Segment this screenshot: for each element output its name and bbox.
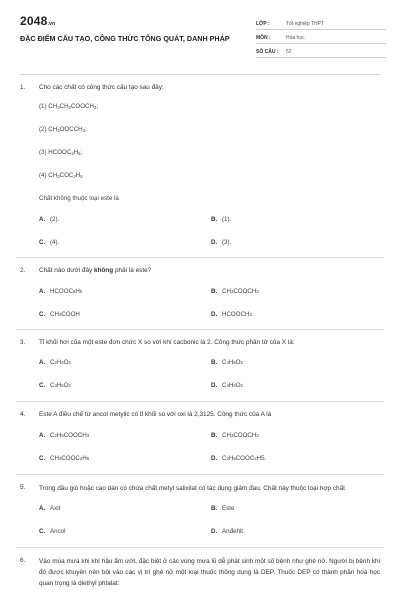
question-3 xyxy=(20,338,380,391)
question-number: 3. xyxy=(20,339,26,346)
question-ask: Chất không thuộc loại este là xyxy=(39,195,119,202)
option-c[interactable]: C. CH 3 COOC 2 H 5 xyxy=(39,455,90,462)
structure-line-4: (4) $CH_3COC_2H_5$ xyxy=(39,172,83,179)
page-header xyxy=(20,14,385,74)
question-number: 2. xyxy=(20,267,26,274)
meta-value: Tốt nghiệp THPT xyxy=(286,21,324,27)
meta-row-class xyxy=(256,16,386,30)
question-1 xyxy=(20,83,380,248)
option-c[interactable]: C. CH 3 COOH xyxy=(39,311,80,318)
question-divider xyxy=(16,329,384,330)
question-divider xyxy=(16,401,384,402)
answer-options xyxy=(39,215,380,248)
question-text: Vào mùa mưa khi khí hậu ẩm ướt, đặc biệt ở các vùng mưa lũ dễ phát sinh một số bệnh như ghẻ nở. Người bị bệnh khi đó được khuyên nên bôi vào các vị trí ghẻ nở một loại thuốc thông dụng là DEP. Thuốc DEP có thành phần hoá học quan trọng là diethyl phtalat: xyxy=(39,558,380,587)
option-b[interactable]: B. C 4 H 8 O 2 xyxy=(211,359,243,366)
option-b[interactable]: B. CH 3 COOCH 3 xyxy=(211,432,259,439)
question-4 xyxy=(20,410,380,464)
option-a[interactable]: A. HCOOC 6 H 5 xyxy=(39,288,83,295)
document-title: ĐẶC ĐIỂM CẤU TẠO, CÔNG THỨC TỔNG QUÁT, DANH PHÁP xyxy=(20,34,230,43)
option-a[interactable]: A. (2). xyxy=(39,216,60,223)
logo-main: 2048 xyxy=(20,14,48,28)
question-divider xyxy=(16,547,384,548)
question-2 xyxy=(20,266,380,320)
question-5 xyxy=(20,483,380,537)
meta-row-subject xyxy=(256,30,386,44)
meta-row-count xyxy=(256,44,386,58)
question-text: Chất nào dưới đây không phải là este? xyxy=(39,267,152,274)
question-text: Este A điều chế từ ancol metylic có tỉ khối so với oxi là 2,3125. Công thức của A là xyxy=(39,411,272,418)
option-d[interactable]: D. Anđehit. xyxy=(211,528,245,535)
option-b[interactable]: B. CH 3 COOCH 3 xyxy=(211,288,259,295)
question-number: 5. xyxy=(20,484,26,491)
question-list xyxy=(20,82,380,589)
question-number: 6. xyxy=(20,557,26,564)
option-c[interactable]: C. (4). xyxy=(39,239,60,246)
meta-value: Hóa học xyxy=(286,35,305,41)
meta-value: 52 xyxy=(286,49,292,55)
option-a[interactable]: A. Axit xyxy=(39,505,61,512)
option-c[interactable]: C. Ancol xyxy=(39,528,66,535)
question-divider xyxy=(16,474,384,475)
question-number: 4. xyxy=(20,411,26,418)
structure-line-3: (3) $HCOOC_2H_5$; xyxy=(39,149,83,156)
option-b[interactable]: B. Este xyxy=(211,505,235,512)
option-d[interactable]: D. C 2 H 5 COOC 2 H5. xyxy=(211,455,267,462)
question-text: Cho các chất có công thức cấu tạo sau đây: xyxy=(39,84,164,91)
option-a[interactable]: A. C 2 H 4 O 2 xyxy=(39,359,71,366)
answer-options xyxy=(39,358,380,391)
structure-line-1: (1) $CH_3CH_2COOCH_3$; xyxy=(39,103,99,110)
meta-key: LỚP : xyxy=(256,21,270,27)
question-text: Trong dầu gió hoặc cao dán có chứa chất metyl salixilat có tác dụng giảm đau. Chất này thuộc loại hợp chất xyxy=(39,485,345,492)
option-b[interactable]: B. (1). xyxy=(211,216,232,223)
option-a[interactable]: A. C 2 H 5 COOCH 3 xyxy=(39,432,90,439)
logo-suffix: .vn xyxy=(47,21,56,27)
answer-options xyxy=(39,287,380,320)
option-d[interactable]: D. HCOOCH 3 xyxy=(211,311,252,318)
question-text: Tỉ khối hơi của một este đơn chức X so với khí cacbonic là 2. Công thức phân tử của X là: xyxy=(39,339,295,346)
question-6 xyxy=(20,556,380,589)
option-c[interactable]: C. C 3 H 6 O 2 xyxy=(39,382,71,389)
question-number: 1. xyxy=(20,84,26,91)
answer-options xyxy=(39,504,380,537)
header-divider xyxy=(20,74,380,75)
question-divider xyxy=(16,257,384,258)
document-meta xyxy=(256,16,386,58)
answer-options xyxy=(39,431,380,464)
option-d[interactable]: D. C 4 H 6 O 2 xyxy=(211,382,243,389)
option-d[interactable]: D. (3). xyxy=(211,239,232,246)
meta-key: SỐ CÂU : xyxy=(256,49,279,55)
structure-line-2: (2) $CH_3OOCCH_3$; xyxy=(39,126,87,133)
meta-key: MÔN : xyxy=(256,35,271,41)
